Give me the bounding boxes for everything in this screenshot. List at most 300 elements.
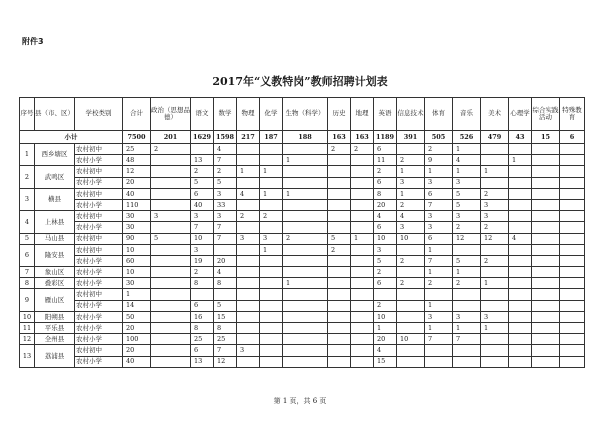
subject-count-cell: 9 [425,155,453,166]
table-row [20,188,585,199]
county-cell: 西乡塘区 [35,144,75,166]
total-cell: 1 [123,289,151,300]
school-type-cell: 农村小学 [75,155,123,166]
subject-count-cell [328,311,351,322]
subject-count-cell [351,267,374,278]
subject-count-cell: 1 [453,267,481,278]
subject-count-cell [214,289,237,300]
subject-count-cell [560,334,585,345]
subject-count-cell: 2 [397,278,425,289]
total-cell: 110 [123,199,151,210]
subject-count-cell: 1 [425,267,453,278]
subject-count-cell: 3 [425,222,453,233]
subject-count-cell: 19 [191,255,214,266]
subtotal-cell: 15 [532,131,560,144]
subject-count-cell: 2 [151,144,191,155]
subject-count-cell: 2 [191,267,214,278]
row-number-cell: 5 [20,233,35,244]
subject-count-cell [351,211,374,222]
subtotal-cell: 505 [425,131,453,144]
subject-count-cell [509,222,532,233]
subject-count-cell [260,267,283,278]
total-cell: 10 [123,267,151,278]
subject-count-cell [351,356,374,367]
subject-count-cell: 33 [214,199,237,210]
subject-count-cell [351,323,374,334]
total-cell: 14 [123,300,151,311]
subject-count-cell: 5 [328,233,351,244]
subject-count-cell: 2 [214,166,237,177]
subject-count-cell: 10 [397,334,425,345]
subject-count-cell [425,356,453,367]
subject-count-cell [328,199,351,210]
subject-count-cell [397,244,425,255]
subject-count-cell [509,177,532,188]
subject-count-cell [532,278,560,289]
subject-count-cell: 8 [191,323,214,334]
subject-count-cell [260,155,283,166]
subject-count-cell [532,233,560,244]
subtotal-cell: 163 [328,131,351,144]
subject-count-cell [532,345,560,356]
total-cell: 60 [123,255,151,266]
subject-count-cell: 16 [191,311,214,322]
school-type-cell: 农村小学 [75,300,123,311]
table-row [20,289,585,300]
total-cell: 20 [123,177,151,188]
subject-count-cell [351,334,374,345]
subject-count-cell [328,166,351,177]
subject-count-cell: 1 [260,166,283,177]
total-cell: 40 [123,356,151,367]
subject-count-cell [260,289,283,300]
subject-count-cell [397,289,425,300]
subject-count-cell: 3 [481,211,509,222]
subject-count-cell [560,244,585,255]
subject-count-cell [453,356,481,367]
subject-count-cell: 6 [191,300,214,311]
subject-count-cell [560,166,585,177]
row-number-cell: 1 [20,144,35,166]
subject-count-cell: 20 [374,199,397,210]
subject-count-cell [260,222,283,233]
subject-count-cell [351,166,374,177]
subject-count-cell [481,345,509,356]
subject-count-cell [397,323,425,334]
subject-count-cell: 12 [214,356,237,367]
subject-count-cell: 3 [453,211,481,222]
subject-count-cell [481,244,509,255]
county-cell: 上林县 [35,211,75,233]
subtotal-cell: 391 [397,131,425,144]
subject-count-cell [453,289,481,300]
subject-count-cell [191,144,214,155]
header-row [20,98,585,131]
subject-count-cell [328,345,351,356]
subject-count-cell [328,267,351,278]
subject-count-cell [237,155,260,166]
subject-count-cell: 4 [374,345,397,356]
column-header: 数学 [214,98,237,131]
school-type-cell: 农村初中 [75,144,123,155]
subject-count-cell: 2 [397,199,425,210]
subject-count-cell [560,199,585,210]
subject-count-cell [351,199,374,210]
subject-count-cell [351,278,374,289]
subject-count-cell [532,144,560,155]
subject-count-cell [532,177,560,188]
subtotal-row [20,131,585,144]
subject-count-cell [151,155,191,166]
subject-count-cell [509,300,532,311]
subject-count-cell [509,334,532,345]
subject-count-cell: 5 [191,177,214,188]
school-type-cell: 农村小学 [75,177,123,188]
subject-count-cell [260,311,283,322]
subject-count-cell [260,278,283,289]
column-header: 序号 [20,98,35,131]
column-header: 政治（思想品德） [151,98,191,131]
row-number-cell: 9 [20,289,35,311]
subject-count-cell: 25 [214,334,237,345]
subject-count-cell: 7 [425,199,453,210]
column-header: 综合实践活动 [532,98,560,131]
subject-count-cell [509,166,532,177]
subject-count-cell [151,267,191,278]
subject-count-cell: 20 [214,255,237,266]
subject-count-cell [237,311,260,322]
subject-count-cell [191,289,214,300]
subject-count-cell [425,289,453,300]
subject-count-cell [328,334,351,345]
subject-count-cell [532,334,560,345]
table-row [20,278,585,289]
total-cell: 20 [123,345,151,356]
subject-count-cell: 20 [374,334,397,345]
subject-count-cell [151,323,191,334]
subject-count-cell: 3 [214,211,237,222]
subject-count-cell: 13 [191,155,214,166]
total-cell: 30 [123,222,151,233]
subject-count-cell [509,311,532,322]
subject-count-cell [532,244,560,255]
subject-count-cell: 12 [481,233,509,244]
subject-count-cell [283,144,328,155]
subject-count-cell: 1 [509,155,532,166]
subject-count-cell: 3 [191,244,214,255]
subject-count-cell [397,300,425,311]
subject-count-cell: 3 [453,311,481,322]
subject-count-cell [509,323,532,334]
subtotal-cell: 526 [453,131,481,144]
subject-count-cell [509,345,532,356]
subject-count-cell [283,255,328,266]
total-cell: 25 [123,144,151,155]
subject-count-cell: 7 [214,222,237,233]
subject-count-cell: 2 [425,278,453,289]
subject-count-cell: 40 [191,199,214,210]
subject-count-cell [151,166,191,177]
subject-count-cell: 3 [237,345,260,356]
school-type-cell: 农村初中 [75,233,123,244]
subject-count-cell: 4 [374,211,397,222]
subject-count-cell [237,222,260,233]
subject-count-cell [351,300,374,311]
subject-count-cell [351,177,374,188]
subject-count-cell [283,177,328,188]
column-header: 学校类别 [75,98,123,131]
subject-count-cell: 3 [481,199,509,210]
column-header: 化学 [260,98,283,131]
subject-count-cell [532,300,560,311]
subject-count-cell [237,267,260,278]
total-cell: 48 [123,155,151,166]
subject-count-cell: 2 [425,144,453,155]
subject-count-cell [260,334,283,345]
subject-count-cell [151,199,191,210]
column-header: 心理学 [509,98,532,131]
subject-count-cell: 1 [374,323,397,334]
subject-count-cell [560,222,585,233]
table-row [20,233,585,244]
subject-count-cell: 13 [191,356,214,367]
subject-count-cell: 15 [214,311,237,322]
subject-count-cell: 5 [214,177,237,188]
subject-count-cell [532,323,560,334]
subject-count-cell [351,188,374,199]
county-cell: 平乐县 [35,323,75,334]
school-type-cell: 农村小学 [75,311,123,322]
school-type-cell: 农村小学 [75,356,123,367]
row-number-cell: 3 [20,188,35,210]
subject-count-cell: 1 [481,323,509,334]
subject-count-cell: 1 [425,166,453,177]
subject-count-cell [260,300,283,311]
subject-count-cell: 6 [425,188,453,199]
subject-count-cell: 3 [397,222,425,233]
total-cell: 40 [123,188,151,199]
subject-count-cell [481,177,509,188]
subject-count-cell [560,267,585,278]
subject-count-cell: 6 [191,188,214,199]
subject-count-cell [397,345,425,356]
subject-count-cell: 3 [374,244,397,255]
row-number-cell: 7 [20,267,35,278]
column-header: 县（市、区） [35,98,75,131]
school-type-cell: 农村初中 [75,166,123,177]
subject-count-cell [328,222,351,233]
school-type-cell: 农村小学 [75,255,123,266]
subject-count-cell: 1 [453,166,481,177]
subject-count-cell [237,334,260,345]
subject-count-cell [453,244,481,255]
subject-count-cell [151,345,191,356]
column-header: 音乐 [453,98,481,131]
subtotal-cell: 1189 [374,131,397,144]
subject-count-cell [532,255,560,266]
column-header: 特殊教育 [560,98,585,131]
subject-count-cell [532,356,560,367]
subject-count-cell [237,278,260,289]
subject-count-cell: 4 [453,155,481,166]
subject-count-cell [260,323,283,334]
subject-count-cell: 11 [374,155,397,166]
subject-count-cell: 7 [214,345,237,356]
subject-count-cell: 3 [425,211,453,222]
school-type-cell: 农村小学 [75,199,123,210]
subject-count-cell: 2 [237,211,260,222]
subject-count-cell [283,356,328,367]
subject-count-cell: 1 [453,144,481,155]
subject-count-cell: 2 [328,244,351,255]
school-type-cell: 农村小学 [75,267,123,278]
total-cell: 90 [123,233,151,244]
table-row [20,267,585,278]
subject-count-cell: 2 [374,166,397,177]
subject-count-cell: 4 [237,188,260,199]
subject-count-cell [481,289,509,300]
subject-count-cell [237,199,260,210]
subject-count-cell [328,323,351,334]
school-type-cell: 农村小学 [75,278,123,289]
subject-count-cell [509,289,532,300]
subject-count-cell: 3 [214,188,237,199]
subject-count-cell [532,311,560,322]
subject-count-cell [237,356,260,367]
subject-count-cell: 5 [453,255,481,266]
subject-count-cell: 4 [214,144,237,155]
subject-count-cell: 5 [453,188,481,199]
subject-count-cell: 6 [374,144,397,155]
subject-count-cell: 8 [191,278,214,289]
column-header: 体育 [425,98,453,131]
page-footer: 第 1 页，共 6 页 [273,397,327,405]
subject-count-cell: 2 [328,144,351,155]
subject-count-cell [532,267,560,278]
subject-count-cell [151,334,191,345]
table-row [20,177,585,188]
subject-count-cell [283,166,328,177]
school-type-cell: 农村小学 [75,323,123,334]
subject-count-cell: 3 [237,233,260,244]
subject-count-cell [151,289,191,300]
table-row [20,300,585,311]
subject-count-cell [283,244,328,255]
table-row [20,144,585,155]
subject-count-cell [560,144,585,155]
subject-count-cell: 2 [397,255,425,266]
subject-count-cell [237,323,260,334]
subject-count-cell [560,356,585,367]
subject-count-cell [481,300,509,311]
subject-count-cell: 5 [374,255,397,266]
subject-count-cell [151,188,191,199]
school-type-cell: 农村小学 [75,222,123,233]
county-cell: 雁山区 [35,289,75,311]
subject-count-cell [560,188,585,199]
subtotal-label: 小计 [20,131,123,144]
subject-count-cell: 1 [425,323,453,334]
subject-count-cell: 3 [151,211,191,222]
subject-count-cell [560,311,585,322]
subject-count-cell [328,188,351,199]
subject-count-cell [237,255,260,266]
subject-count-cell: 1 [453,323,481,334]
subject-count-cell [560,233,585,244]
subtotal-cell: 188 [283,131,328,144]
subject-count-cell: 3 [191,211,214,222]
subject-count-cell: 2 [260,211,283,222]
subject-count-cell: 15 [374,356,397,367]
row-number-cell: 8 [20,278,35,289]
subject-count-cell [151,177,191,188]
subject-count-cell [351,155,374,166]
subject-count-cell: 1 [481,278,509,289]
subject-count-cell [328,300,351,311]
subject-count-cell [481,144,509,155]
school-type-cell: 农村初中 [75,244,123,255]
subject-count-cell [509,244,532,255]
subject-count-cell: 1 [351,233,374,244]
subtotal-cell: 479 [481,131,509,144]
column-header: 地理 [351,98,374,131]
table-row [20,155,585,166]
total-cell: 10 [123,244,151,255]
subject-count-cell [237,177,260,188]
subject-count-cell [509,278,532,289]
subject-count-cell [532,166,560,177]
row-number-cell: 4 [20,211,35,233]
subject-count-cell [283,300,328,311]
subtotal-cell: 163 [351,131,374,144]
subject-count-cell [283,311,328,322]
subject-count-cell [214,244,237,255]
subject-count-cell [397,311,425,322]
row-number-cell: 12 [20,334,35,345]
subject-count-cell [425,345,453,356]
subject-count-cell: 10 [374,233,397,244]
table-row [20,222,585,233]
subject-count-cell: 1 [283,278,328,289]
subject-count-cell [283,345,328,356]
subject-count-cell [328,177,351,188]
subject-count-cell [509,255,532,266]
subject-count-cell [560,300,585,311]
table-row [20,255,585,266]
row-number-cell: 2 [20,166,35,188]
document-title: 2017年“义教特岗”教师招聘计划表 [212,75,388,88]
subject-count-cell: 1 [425,300,453,311]
subject-count-cell: 10 [397,233,425,244]
column-header: 语文 [191,98,214,131]
subject-count-cell [481,334,509,345]
subject-count-cell [560,177,585,188]
subject-count-cell [351,222,374,233]
subject-count-cell: 25 [191,334,214,345]
subject-count-cell: 10 [374,311,397,322]
subject-count-cell: 3 [397,177,425,188]
subject-count-cell [509,199,532,210]
subject-count-cell [481,356,509,367]
subject-count-cell [260,255,283,266]
subject-count-cell: 4 [214,267,237,278]
column-header: 英语 [374,98,397,131]
subject-count-cell [532,289,560,300]
subject-count-cell: 7 [214,233,237,244]
subject-count-cell: 5 [151,233,191,244]
subject-count-cell: 2 [374,300,397,311]
subject-count-cell: 4 [509,233,532,244]
